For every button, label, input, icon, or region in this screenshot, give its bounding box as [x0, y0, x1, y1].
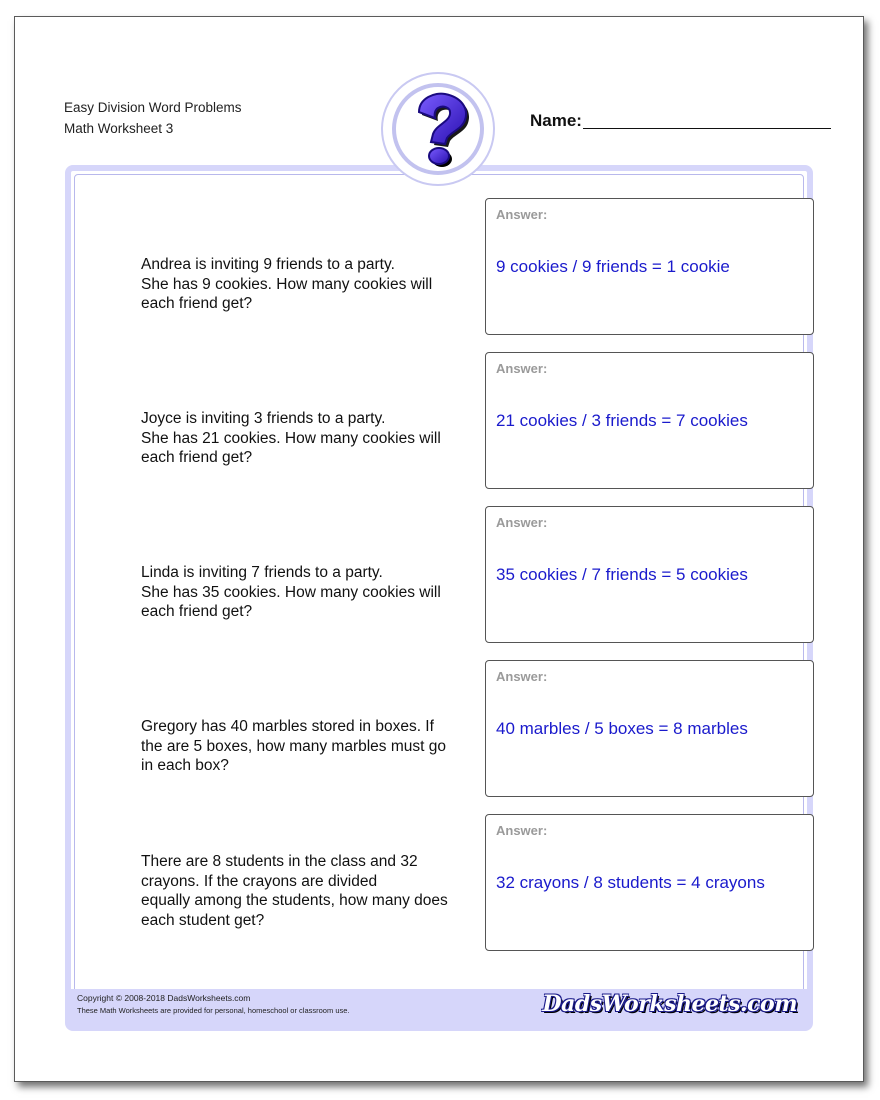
answer-text-2: 21 cookies / 3 friends = 7 cookies [496, 411, 748, 430]
answer-box-4[interactable] [485, 660, 814, 797]
question-mark-icon [405, 92, 475, 170]
answer-text-1: 9 cookies / 9 friends = 1 cookie [496, 257, 730, 276]
answer-text-3: 35 cookies / 7 friends = 5 cookies [496, 565, 748, 584]
title-line-1: Easy Division Word Problems [64, 100, 242, 115]
question-1: Andrea is inviting 9 friends to a party. She has 9 cookies. How many cookies will each friend get? [141, 256, 433, 312]
answer-text-4: 40 marbles / 5 boxes = 8 marbles [496, 719, 748, 738]
dadsworksheets-logo[interactable]: DadsWorksheets.com [542, 991, 797, 1017]
worksheet-title [64, 97, 242, 139]
question-4: Gregory has 40 marbles stored in boxes. If the are 5 boxes, how many marbles must go in each box? [141, 718, 446, 774]
usage-notice: These Math Worksheets are provided for personal, homeschool or classroom use. [77, 1006, 350, 1015]
name-label: Name: [530, 111, 582, 130]
question-badge [381, 72, 495, 186]
question-3: Linda is inviting 7 friends to a party. She has 35 cookies. How many cookies will each friend get? [141, 564, 441, 620]
answer-text-5: 32 crayons / 8 students = 4 crayons [496, 873, 765, 892]
title-line-2: Math Worksheet 3 [64, 121, 174, 136]
answer-label: Answer: [496, 823, 548, 838]
answer-label: Answer: [496, 207, 548, 222]
problems-frame [65, 165, 813, 1031]
answer-label: Answer: [496, 669, 548, 684]
copyright-text: Copyright © 2008-2018 DadsWorksheets.com [77, 993, 251, 1003]
name-blank-line[interactable] [583, 128, 831, 129]
question-2: Joyce is inviting 3 friends to a party. She has 21 cookies. How many cookies will each friend get? [141, 410, 441, 466]
answer-box-2[interactable] [485, 352, 814, 489]
footer-bar [71, 989, 807, 1025]
answer-label: Answer: [496, 515, 548, 530]
answer-label: Answer: [496, 361, 548, 376]
question-5: There are 8 students in the class and 32 crayons. If the crayons are divided equally among the students, how many does each student get? [141, 853, 448, 929]
answer-box-5[interactable] [485, 814, 814, 951]
answer-box-3[interactable] [485, 506, 814, 643]
answer-box-1[interactable] [485, 198, 814, 335]
worksheet-page [14, 16, 864, 1082]
